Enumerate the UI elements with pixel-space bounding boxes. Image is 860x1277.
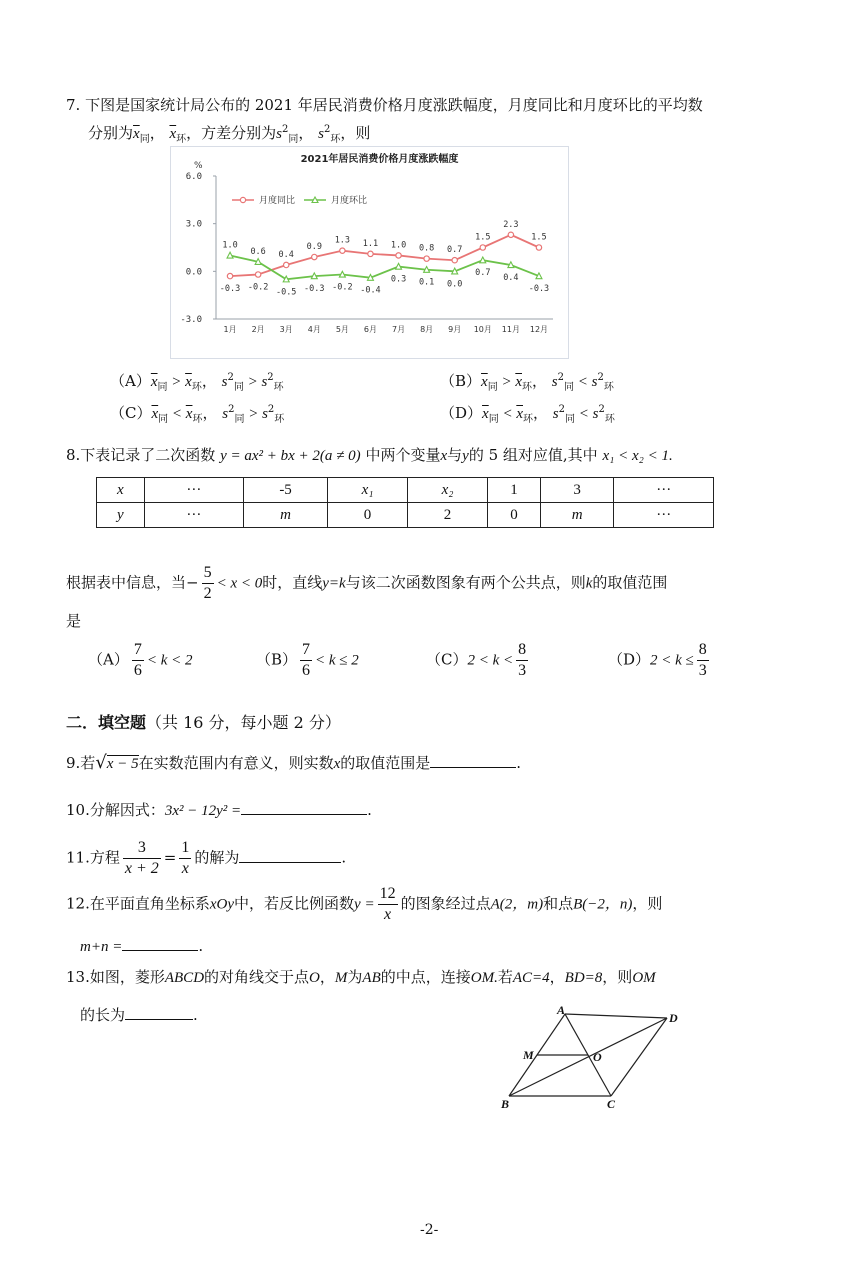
q12-mn: m+n = [80, 939, 123, 955]
data-label: 0.1 [418, 277, 435, 288]
data-label: 1.0 [390, 240, 407, 251]
frac-den: x [181, 860, 189, 877]
q13-comma: ， [549, 968, 565, 986]
q11-end: . [341, 848, 347, 867]
x-tick-label: 5月 [335, 325, 349, 334]
q13-abcd: ABCD [164, 970, 205, 986]
q13-line1 [66, 966, 656, 987]
table-cell: 2 [408, 503, 488, 528]
data-point [368, 251, 373, 256]
data-label: 1.5 [475, 232, 491, 243]
fraction [697, 640, 709, 681]
q11-answer-blank[interactable] [239, 862, 341, 863]
q13-om: OM. [470, 970, 498, 986]
opt-a-label: （A） [110, 372, 151, 390]
q12-pre: 12.在平面直角坐标系 [66, 894, 210, 913]
q8-x: x [440, 448, 448, 464]
frac-den: 2 [203, 585, 212, 602]
q10-answer-blank[interactable] [241, 814, 367, 815]
q10-expr: 3x² − 12y² = [164, 803, 242, 819]
table-row-x [97, 478, 714, 503]
q8-line1 [66, 444, 673, 465]
q7-option-d: $(D)\overline{x}_同 < \overline{x}_环$， $s^2_同 < s^2_环$ [440, 404, 615, 425]
q9-end: . [516, 754, 522, 772]
q8-y: y [462, 448, 469, 464]
q9 [66, 752, 521, 773]
sup2-a: 2 [282, 124, 289, 135]
fraction [179, 838, 191, 879]
data-point [536, 245, 541, 250]
data-label: 0.7 [475, 268, 491, 279]
table-cell: -5 [244, 478, 328, 503]
s-huan: s [318, 126, 324, 142]
opt-pre: 2 < k < [467, 652, 514, 669]
q12-and: 和点 [543, 894, 574, 913]
data-label: -0.3 [304, 284, 325, 295]
fraction [132, 640, 144, 681]
data-label: 0.7 [447, 245, 463, 256]
table-cell: m [540, 503, 614, 528]
fraction [300, 640, 312, 681]
data-label: -0.2 [247, 282, 269, 293]
side-ad [565, 1014, 667, 1018]
q12-xoy: xOy [209, 896, 235, 913]
q13-a: 13.如图，菱形 [66, 968, 165, 986]
q8-function: y = ax² + bx + 2(a ≠ 0) [220, 448, 361, 464]
q13-line2 [80, 1004, 198, 1025]
q8-condition: x₁ < x₂ < 1. [602, 448, 673, 464]
frac-den: x [384, 906, 392, 923]
q12-answer-blank[interactable] [122, 950, 198, 951]
opt-c-label: （C） [110, 404, 152, 422]
label-c: C [607, 1097, 616, 1111]
table-row-y [97, 503, 714, 528]
q13-answer-blank[interactable] [125, 1019, 193, 1020]
cpi-chart [170, 146, 569, 359]
x-tick-label: 8月 [420, 325, 434, 334]
table-cell: 3 [540, 478, 614, 503]
data-point [340, 248, 345, 253]
legend-marker [240, 197, 245, 202]
q13-e: 若 [497, 968, 513, 986]
x-tick-label: 6月 [363, 325, 378, 334]
x-tick-label: 7月 [391, 325, 406, 334]
data-point [508, 232, 513, 237]
xbar-huan: $\overline{x}$ [169, 126, 177, 142]
section-2-heading [66, 710, 341, 733]
q12-line2 [80, 937, 203, 956]
x-tick-label: 11月 [501, 325, 520, 334]
q12-post: 的图象经过点 [400, 894, 491, 913]
frac-num: 5 [202, 563, 214, 584]
data-label: 1.1 [362, 238, 379, 249]
data-label: -0.5 [275, 287, 297, 298]
section-title: 二．填空题 [66, 713, 147, 732]
data-point [396, 253, 401, 258]
q8-option-b [256, 640, 359, 681]
q11 [66, 838, 346, 879]
data-point [452, 258, 457, 263]
q8-text-c: 与 [447, 446, 463, 464]
data-point [480, 245, 485, 250]
data-label: -0.4 [360, 285, 381, 296]
table-cell: x₁ [328, 478, 408, 503]
sqrt-sign: √ [95, 752, 107, 773]
data-label: 0.8 [418, 243, 435, 254]
frac-den: 3 [518, 662, 527, 679]
frac-den: 6 [302, 662, 311, 679]
q9-radicand: x − 5 [106, 756, 139, 772]
data-label: 0.3 [390, 274, 407, 285]
data-label: 1.0 [222, 240, 238, 251]
q13-c: 为 [347, 968, 363, 986]
xbar-tong: $\overline{x}$ [133, 126, 140, 142]
chart-title: 2021年居民消费价格月度涨跌幅度 [300, 154, 459, 165]
q8-line3: 是 [66, 612, 82, 630]
data-label: 0.6 [250, 246, 266, 257]
label-o: O [593, 1050, 602, 1064]
data-point [284, 262, 289, 267]
q8-line2 [66, 563, 667, 604]
y-tick-label: 0.0 [185, 267, 202, 278]
q9-pre: 9.若 [66, 754, 96, 772]
data-label: 0.0 [447, 279, 463, 290]
opt-b-label: （B） [440, 372, 482, 390]
q13-sep: ， [319, 968, 335, 986]
q13-b: 的对角线交于点 [204, 968, 310, 986]
q9-x: x [333, 756, 341, 772]
q13-m: M [334, 970, 348, 986]
q12-point-b: B(−2，n) [573, 896, 633, 913]
q8-text-d: 的 5 组对应值,其中 [468, 446, 598, 464]
frac-num: 8 [516, 640, 528, 661]
q9-post2: 的取值范围是 [340, 754, 431, 772]
frac-den: 6 [133, 662, 142, 679]
q12-end: . [198, 937, 204, 955]
table-cell: 0 [328, 503, 408, 528]
q12-line1 [66, 884, 662, 925]
frac-num: 12 [378, 884, 398, 905]
x-tick-label: 3月 [279, 325, 293, 334]
table-cell: ··· [144, 503, 243, 528]
table-cell: m [244, 503, 328, 528]
q13-d: 的中点，连接 [380, 968, 471, 986]
table-cell: ··· [614, 478, 714, 503]
y-unit-label: % [194, 161, 203, 171]
q13-ab: AB [362, 970, 381, 986]
opt-d-label: （D） [440, 404, 483, 422]
q8-option-a [88, 640, 193, 681]
q12-tail: ，则 [632, 894, 663, 913]
q8-line-eq: y=k [322, 575, 346, 592]
q10 [66, 799, 372, 820]
q13-f: ，则 [602, 968, 633, 986]
q7-tail: ，则 [340, 124, 371, 142]
data-label: 1.3 [334, 235, 351, 246]
label-b: B [501, 1097, 510, 1111]
q12-point-a: A(2，m) [490, 896, 544, 913]
q8-text-e: 根据表中信息，当 [66, 573, 187, 592]
data-point [255, 272, 260, 277]
frac-den: 3 [698, 662, 707, 679]
q8-text-a: 8.下表记录了二次函数 [66, 446, 216, 464]
opt-pre: 2 < k ≤ [650, 652, 694, 669]
fraction [123, 838, 161, 879]
table-cell: ··· [144, 478, 243, 503]
rhombus-figure [495, 1002, 690, 1117]
data-label: 0.4 [503, 272, 519, 283]
table-cell: x [97, 478, 145, 503]
sub-huan: 环 [176, 134, 187, 145]
q7-line1: 7. 下图是国家统计局公布的 2021 年居民消费价格月度涨跌幅度，月度同比和月度环比的平均数 [66, 96, 703, 114]
sub-tong-2: 同 [288, 134, 299, 145]
table-cell: y [97, 503, 145, 528]
x-tick-label: 10月 [473, 325, 492, 334]
q13-ac: AC=4 [512, 970, 550, 986]
data-point [424, 256, 429, 261]
cpi-chart-svg [170, 146, 569, 359]
q8-text-h: 的取值范围 [592, 573, 668, 592]
data-label: -0.3 [528, 284, 550, 295]
q8-text-g: 与该二次函数图象有两个公共点，则 [345, 573, 586, 592]
data-point [312, 254, 317, 259]
q10-pre: 10.分解因式： [66, 801, 165, 819]
q13-bd: BD=8 [564, 970, 603, 986]
opt-label: （C） [426, 650, 468, 669]
q8-text-b: 中两个变量 [365, 446, 441, 464]
q7-line2: 分别为$\overline{x}_同$， $\overline{x}_环$，方差分别为$s^2_同$， $s^2_环$，则 [88, 124, 371, 145]
q8-k: k [585, 575, 593, 592]
table-cell: 1 [488, 478, 541, 503]
table-cell: x₂ [408, 478, 488, 503]
q13-line2-text: 的长为 [80, 1006, 126, 1024]
sub-huan-2: 环 [330, 134, 341, 145]
q11-post: 的解为 [194, 848, 240, 867]
x-tick-label: 2月 [251, 325, 265, 334]
frac-den: x + 2 [124, 860, 159, 877]
x-tick-label: 12月 [529, 325, 549, 334]
data-label: 2.3 [503, 219, 519, 230]
frac-num: 3 [123, 838, 161, 859]
sup2-b: 2 [324, 124, 331, 135]
y-tick-label: -3.0 [180, 315, 202, 325]
q11-pre: 11.方程 [66, 848, 120, 867]
data-label: 1.5 [531, 232, 547, 243]
q7-prefix: 分别为 [88, 124, 134, 142]
q13-end: . [193, 1006, 198, 1024]
q12-yeq: y = [354, 896, 375, 913]
q11-eq: = [163, 848, 177, 867]
frac-num: 8 [697, 640, 709, 661]
q8-neg: − [186, 573, 199, 592]
s-tong: s [276, 126, 282, 142]
table-cell: 0 [488, 503, 541, 528]
q8-option-c [426, 640, 531, 681]
data-label: 0.9 [306, 242, 322, 253]
data-label: -0.3 [219, 284, 241, 295]
opt-label: （D） [608, 650, 651, 669]
legend-label: 月度环比 [331, 196, 368, 206]
label-d: D [669, 1011, 678, 1025]
q7-option-a: $(A)\overline{x}_同 > \overline{x}_环$， $s^2_同 > s^2_环$ [110, 372, 284, 393]
x-tick-label: 9月 [448, 325, 462, 334]
frac-num: 7 [132, 640, 144, 661]
side-dc [611, 1018, 667, 1096]
label-m: M [523, 1048, 534, 1062]
q10-end: . [367, 801, 372, 819]
q8-range: < x < 0 [216, 575, 263, 592]
q13-o: O [309, 970, 320, 986]
fraction [516, 640, 528, 681]
q7-var-text: ，方差分别为 [186, 124, 277, 142]
opt-label: （B） [256, 650, 298, 669]
q13-om2: OM [632, 970, 656, 986]
q7-option-b: $(B)\overline{x}_同 > \overline{x}_环$， $s^2_同 < s^2_环$ [440, 372, 614, 393]
section-note: （共 16 分，每小题 2 分） [146, 713, 341, 732]
data-label: 0.4 [278, 249, 294, 260]
x-tick-label: 1月 [223, 325, 237, 334]
opt-rel: < k ≤ 2 [315, 652, 359, 669]
fraction-5-2 [202, 563, 214, 604]
table-cell: ··· [614, 503, 714, 528]
q9-answer-blank[interactable] [430, 767, 516, 768]
x-tick-label: 4月 [307, 325, 321, 334]
label-a: A [557, 1003, 566, 1017]
data-label: -0.2 [332, 282, 353, 293]
value-table [96, 477, 714, 528]
q12-mid: 中，若反比例函数 [234, 894, 355, 913]
data-point [227, 273, 232, 278]
fraction [378, 884, 398, 925]
opt-rel: < k < 2 [146, 652, 193, 669]
opt-label: （A） [88, 650, 129, 669]
q8-text-f: 时，直线 [262, 573, 323, 592]
q8-option-d [608, 640, 712, 681]
frac-num: 1 [179, 838, 191, 859]
q9-post: 在实数范围内有意义，则实数 [138, 754, 334, 772]
legend-label: 月度同比 [259, 196, 296, 206]
frac-num: 7 [300, 640, 312, 661]
q7-option-c: $(C)\overline{x}_同 < \overline{x}_环$， $s^2_同 > s^2_环$ [110, 404, 285, 425]
y-tick-label: 6.0 [185, 172, 202, 182]
sub-tong: 同 [139, 134, 150, 145]
page-number: -2- [420, 1222, 439, 1238]
y-tick-label: 3.0 [185, 219, 202, 230]
